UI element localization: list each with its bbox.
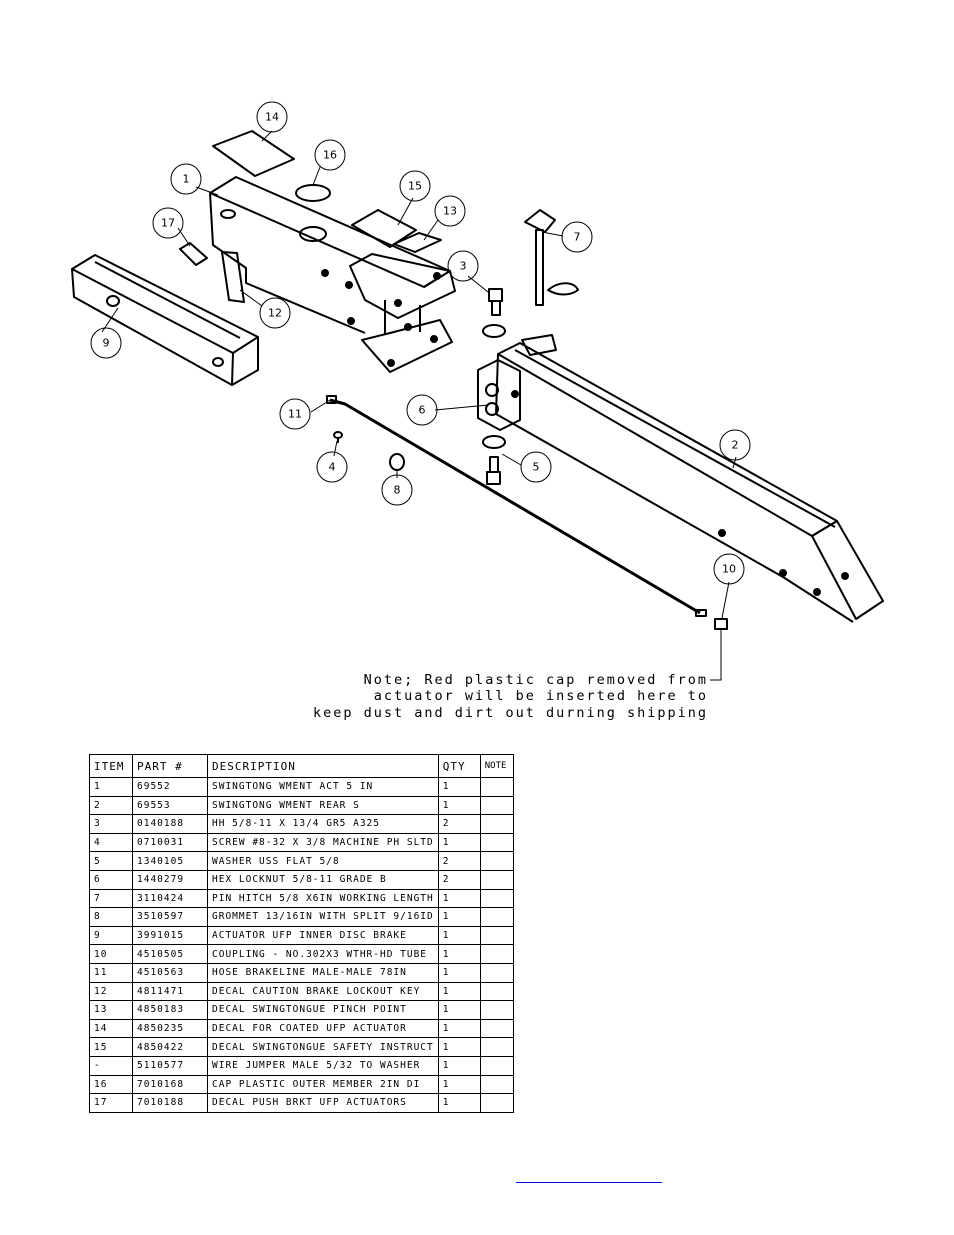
note-line-1: Note; Red plastic cap removed from: [363, 672, 708, 688]
cell-part-number: 7010188: [133, 1094, 208, 1113]
cell-qty: 2: [438, 852, 480, 871]
cell-qty: 2: [438, 815, 480, 834]
callout-9: 9: [102, 336, 110, 350]
cell-item: 6: [90, 870, 133, 889]
cell-item: 4: [90, 833, 133, 852]
cell-item: 7: [90, 889, 133, 908]
cell-note: [480, 963, 513, 982]
header-item: ITEM: [90, 755, 133, 778]
cell-description: WASHER USS FLAT 5/8: [208, 852, 439, 871]
table-row: [90, 889, 514, 908]
table-row: [90, 1094, 514, 1113]
callout-6: 6: [418, 403, 426, 417]
callout-17: 17: [161, 216, 175, 230]
table-row: [90, 778, 514, 797]
cell-description: CAP PLASTIC OUTER MEMBER 2IN DI: [208, 1075, 439, 1094]
table-row: [90, 945, 514, 964]
callout-14: 14: [265, 110, 279, 124]
cell-description: COUPLING - NO.302X3 WTHR-HD TUBE: [208, 945, 439, 964]
decal-14: [213, 131, 294, 176]
cell-part-number: 1340105: [133, 852, 208, 871]
note-line-3: keep dust and dirt out durning shipping: [313, 705, 708, 721]
cell-note: [480, 982, 513, 1001]
callout-3: 3: [459, 259, 467, 273]
cell-part-number: 4811471: [133, 982, 208, 1001]
cell-note: [480, 1001, 513, 1020]
header-note: NOTE: [480, 755, 513, 778]
table-row: [90, 982, 514, 1001]
grommet-8: [390, 454, 404, 470]
cell-description: SWINGTONG WMENT ACT 5 IN: [208, 778, 439, 797]
cell-note: [480, 1019, 513, 1038]
coupling-10: [715, 619, 727, 629]
actuator-9: [72, 255, 258, 385]
cell-part-number: 3991015: [133, 926, 208, 945]
table-row: [90, 870, 514, 889]
callout-circles: [91, 102, 750, 584]
cell-part-number: 4850422: [133, 1038, 208, 1057]
callout-12: 12: [268, 306, 282, 320]
cell-note: [480, 852, 513, 871]
cell-part-number: 4510563: [133, 963, 208, 982]
brake-hose-11: [327, 396, 706, 616]
weldment-front-1: [210, 177, 455, 372]
cell-description: ACTUATOR UFP INNER DISC BRAKE: [208, 926, 439, 945]
table-header-row: [90, 755, 514, 778]
table-row: [90, 833, 514, 852]
cell-description: DECAL SWINGTONGUE SAFETY INSTRUCT: [208, 1038, 439, 1057]
cell-description: DECAL PUSH BRKT UFP ACTUATORS: [208, 1094, 439, 1113]
cell-note: [480, 1038, 513, 1057]
cell-item: 5: [90, 852, 133, 871]
cell-part-number: 7010168: [133, 1075, 208, 1094]
callout-7: 7: [573, 230, 581, 244]
cell-item: 11: [90, 963, 133, 982]
cell-item: 8: [90, 908, 133, 927]
cell-qty: 1: [438, 908, 480, 927]
table-row: [90, 852, 514, 871]
table-row: [90, 1056, 514, 1075]
cell-item: 1: [90, 778, 133, 797]
cell-qty: 1: [438, 1094, 480, 1113]
cell-item: 13: [90, 1001, 133, 1020]
cell-description: HH 5/8-11 X 13/4 GR5 A325: [208, 815, 439, 834]
cell-description: SCREW #8-32 X 3/8 MACHINE PH SLTD: [208, 833, 439, 852]
cell-qty: 1: [438, 778, 480, 797]
cell-note: [480, 1075, 513, 1094]
callout-13: 13: [443, 204, 457, 218]
cell-description: DECAL FOR COATED UFP ACTUATOR: [208, 1019, 439, 1038]
footer-link-underline[interactable]: [516, 1182, 662, 1183]
weldment-rear-2: [478, 335, 883, 622]
cell-qty: 1: [438, 1019, 480, 1038]
cell-description: DECAL SWINGTONGUE PINCH POINT: [208, 1001, 439, 1020]
cell-qty: 1: [438, 1075, 480, 1094]
cell-part-number: 69553: [133, 796, 208, 815]
table-row: [90, 815, 514, 834]
table-row: [90, 1001, 514, 1020]
cell-description: WIRE JUMPER MALE 5/32 TO WASHER: [208, 1056, 439, 1075]
table-row: [90, 1038, 514, 1057]
table-row: [90, 796, 514, 815]
cell-qty: 1: [438, 963, 480, 982]
cell-item: 9: [90, 926, 133, 945]
cell-note: [480, 796, 513, 815]
header-qty: QTY: [438, 755, 480, 778]
note-line-2: actuator will be inserted here to: [373, 688, 708, 704]
cell-part-number: 3510597: [133, 908, 208, 927]
cell-description: SWINGTONG WMENT REAR S: [208, 796, 439, 815]
cell-qty: 1: [438, 1001, 480, 1020]
cell-description: PIN HITCH 5/8 X6IN WORKING LENGTH: [208, 889, 439, 908]
cell-qty: 1: [438, 1038, 480, 1057]
callout-11: 11: [288, 407, 302, 421]
cap-16: [296, 185, 330, 201]
table-row: [90, 926, 514, 945]
cell-part-number: 4510505: [133, 945, 208, 964]
table-row: [90, 1019, 514, 1038]
cell-part-number: 4850235: [133, 1019, 208, 1038]
table-row: [90, 908, 514, 927]
cell-note: [480, 870, 513, 889]
cell-part-number: 4850183: [133, 1001, 208, 1020]
cell-note: [480, 889, 513, 908]
cell-item: 14: [90, 1019, 133, 1038]
cell-qty: 1: [438, 796, 480, 815]
decal-17: [180, 243, 207, 265]
callout-1: 1: [182, 172, 190, 186]
cell-qty: 1: [438, 1056, 480, 1075]
cell-description: HOSE BRAKELINE MALE-MALE 78IN: [208, 963, 439, 982]
callout-16: 16: [323, 148, 337, 162]
cell-note: [480, 833, 513, 852]
cell-note: [480, 1094, 513, 1113]
cell-note: [480, 908, 513, 927]
cell-note: [480, 778, 513, 797]
cell-qty: 2: [438, 870, 480, 889]
cell-description: HEX LOCKNUT 5/8-11 GRADE B: [208, 870, 439, 889]
cell-part-number: 5110577: [133, 1056, 208, 1075]
table-row: [90, 963, 514, 982]
table-row: [90, 1075, 514, 1094]
cell-qty: 1: [438, 982, 480, 1001]
callout-10: 10: [722, 562, 736, 576]
cell-item: -: [90, 1056, 133, 1075]
cell-part-number: 3110424: [133, 889, 208, 908]
parts-list-table: [89, 754, 514, 1113]
callout-15: 15: [408, 179, 422, 193]
cell-part-number: 69552: [133, 778, 208, 797]
callout-8: 8: [393, 483, 401, 497]
header-part-number: PART #: [133, 755, 208, 778]
cell-note: [480, 926, 513, 945]
bolt-3: [489, 289, 502, 315]
washer-5a: [483, 325, 505, 337]
cell-item: 12: [90, 982, 133, 1001]
callout-4: 4: [328, 460, 336, 474]
cell-note: [480, 945, 513, 964]
cell-item: 16: [90, 1075, 133, 1094]
cell-note: [480, 815, 513, 834]
cell-qty: 1: [438, 833, 480, 852]
screw-4: [334, 432, 342, 443]
washer-5b: [483, 436, 505, 448]
cell-qty: 1: [438, 889, 480, 908]
cell-item: 17: [90, 1094, 133, 1113]
cell-description: GROMMET 13/16IN WITH SPLIT 9/16ID: [208, 908, 439, 927]
cell-qty: 1: [438, 945, 480, 964]
callout-5: 5: [532, 460, 540, 474]
bolt-lower: [487, 457, 500, 484]
cell-item: 2: [90, 796, 133, 815]
cell-part-number: 1440279: [133, 870, 208, 889]
cell-description: DECAL CAUTION BRAKE LOCKOUT KEY: [208, 982, 439, 1001]
cell-item: 10: [90, 945, 133, 964]
cell-part-number: 0140188: [133, 815, 208, 834]
cell-qty: 1: [438, 926, 480, 945]
callout-2: 2: [731, 438, 739, 452]
cell-item: 15: [90, 1038, 133, 1057]
cell-item: 3: [90, 815, 133, 834]
cell-part-number: 0710031: [133, 833, 208, 852]
cell-note: [480, 1056, 513, 1075]
header-description: DESCRIPTION: [208, 755, 439, 778]
